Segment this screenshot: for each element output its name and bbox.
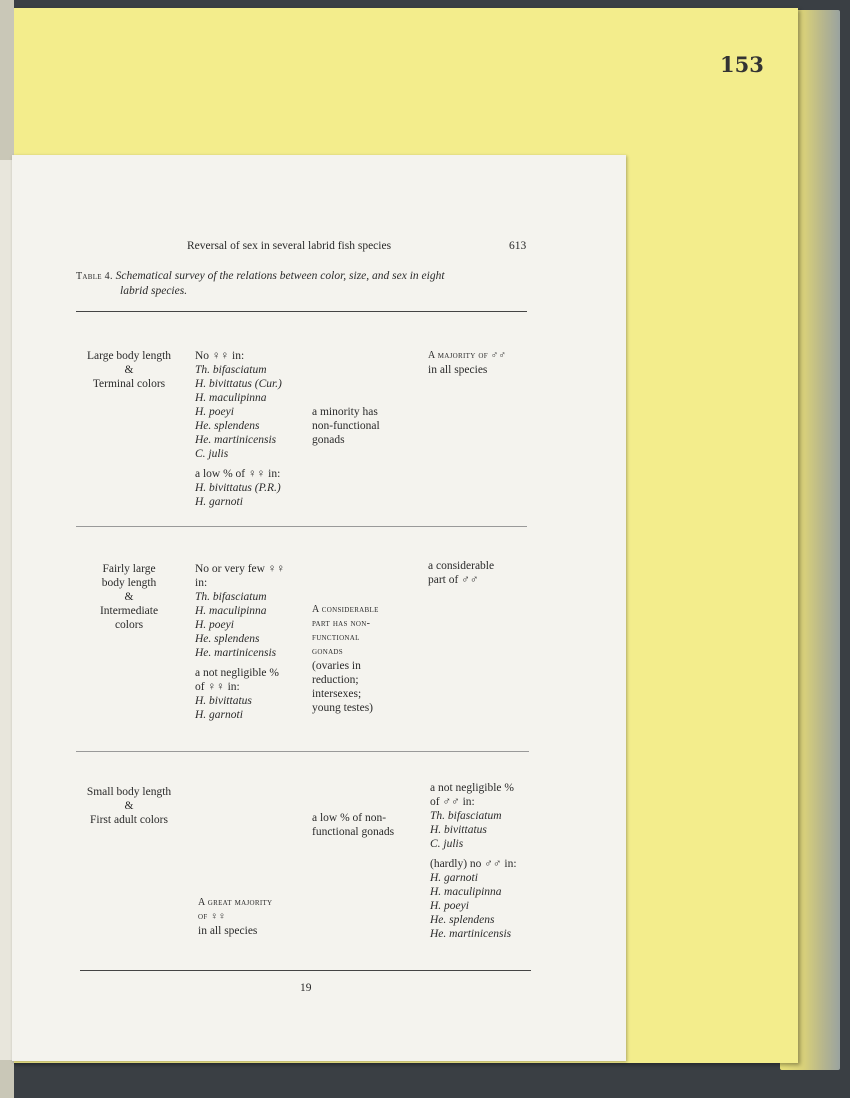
running-header: Reversal of sex in several labrid fish species: [187, 240, 392, 252]
row2-gonads: A considerable part has non- functional gonads (ovaries in reduction; intersexes; young testes): [312, 604, 379, 714]
row-divider-1: [76, 526, 527, 527]
caption-text-2: labrid species.: [120, 285, 188, 297]
row2-size-color: Fairly large body length & Intermediate colors: [99, 563, 159, 631]
printed-page: [12, 155, 626, 1061]
stamped-page-number: 153: [720, 52, 764, 77]
row3-gonads: a low % of non- functional gonads: [312, 812, 395, 838]
table-caption: [76, 269, 528, 298]
caption-text: Schematical survey of the relations between color, size, and sex in eight: [115, 270, 445, 282]
footer-number: 19: [300, 982, 312, 994]
row3-females: A great majority of ♀♀ in all species: [198, 897, 273, 937]
row2-males: a considerable part of ♂♂: [428, 560, 495, 586]
row1-female-absence: No ♀♀ in: Th. bifasciatum H. bivittatus (Cur.) H. maculipinna H. poeyi He. splendens He. martinicensis C. julis a low % of ♀♀ in: H. bivittatus (P.R.) H. garnoti: [195, 350, 282, 508]
row3-size-color: Small body length & First adult colors: [86, 786, 172, 826]
row1-size-color: Large body length & Terminal colors: [86, 350, 172, 390]
row2-female-absence: No or very few ♀♀ in: Th. bifasciatum H. maculipinna H. poeyi He. splendens He. martinicensis a not negligible % of ♀♀ in: H. bivittatus H. garnoti: [195, 563, 286, 721]
table-top-rule: [76, 311, 527, 312]
row1-males: A majority of ♂♂ in all species: [428, 350, 507, 376]
row1-gonads: a minority has non-functional gonads: [312, 406, 380, 446]
row-divider-2: [76, 751, 529, 752]
table-label: Table 4.: [76, 271, 113, 282]
page-number: 613: [509, 240, 527, 252]
table-bottom-rule: [80, 970, 531, 971]
row3-males: a not negligible % of ♂♂ in: Th. bifasciatum H. bivittatus C. julis (hardly) no ♂♂ in: H. garnoti H. maculipinna H. poeyi He. splendens He. martinicensis: [430, 782, 517, 940]
